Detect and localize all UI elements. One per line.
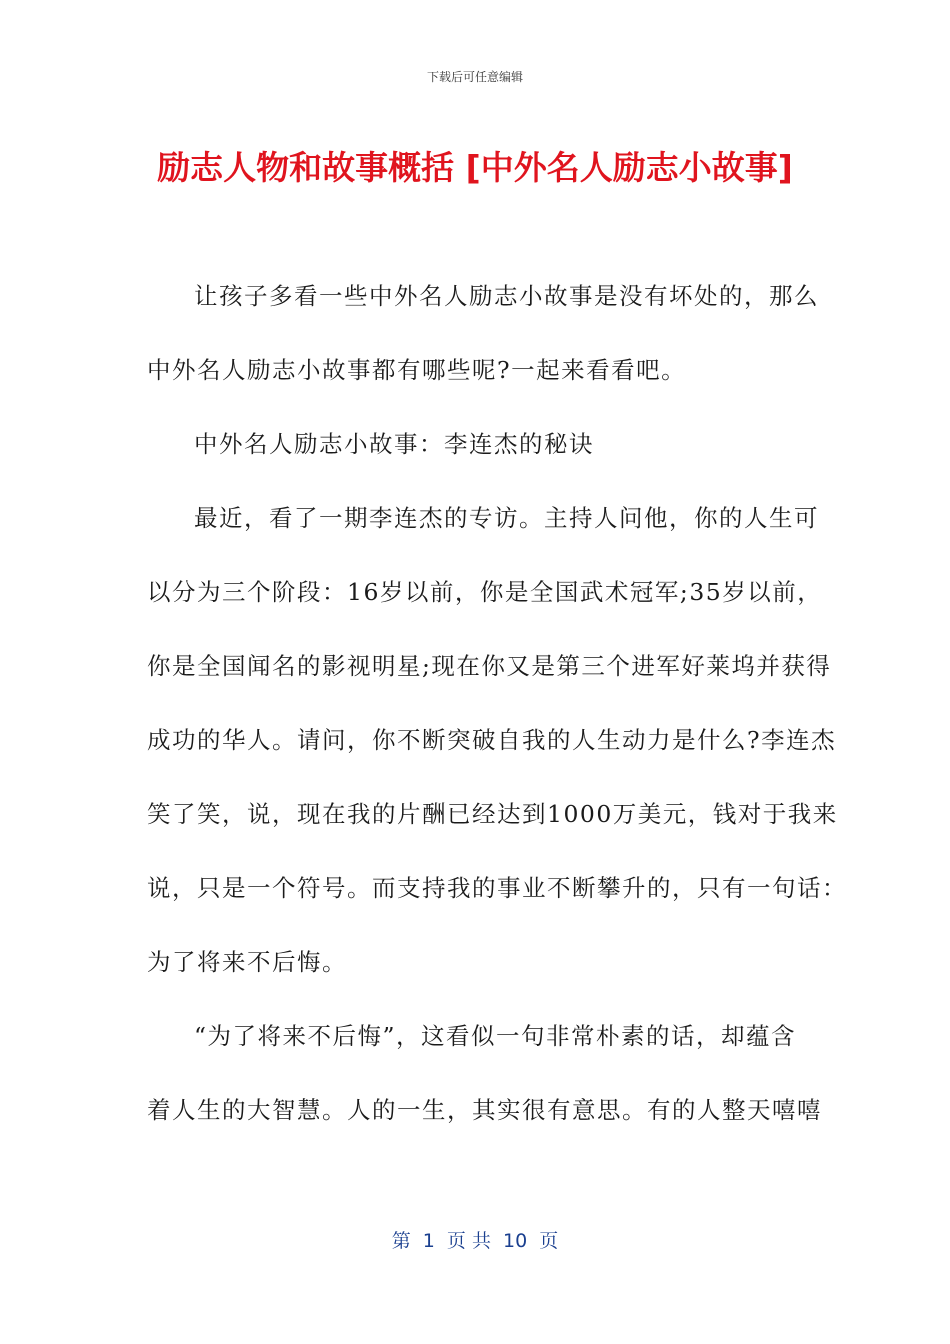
paragraph-line: 中外名人励志小故事都有哪些呢?一起来看看吧。 (147, 356, 687, 384)
paragraph-line: 成功的华人。请问，你不断突破自我的人生动力是什么?李连杰 (147, 726, 837, 754)
page-number-footer: 第 1 页 共 10 页 (391, 1230, 559, 1252)
paragraph-line: 说，只是一个符号。而支持我的事业不断攀升的，只有一句话： (147, 874, 847, 902)
paragraph-line: 笑了笑，说，现在我的片酬已经达到1000万美元，钱对于我来 (147, 800, 838, 828)
paragraph-line: 你是全国闻名的影视明星;现在你又是第三个进军好莱坞并获得 (147, 652, 832, 680)
paragraph-line: 着人生的大智慧。人的一生，其实很有意思。有的人整天嘻嘻 (147, 1096, 822, 1124)
document-body (147, 272, 847, 1160)
paragraph-line: 为了将来不后悔。 (147, 948, 347, 976)
paragraph-line: 最近，看了一期李连杰的专访。主持人问他，你的人生可 (194, 504, 819, 532)
paragraph-line: 让孩子多看一些中外名人励志小故事是没有坏处的，那么 (194, 282, 819, 310)
document-title: 励志人物和故事概括 [中外名人励志小故事] (157, 148, 793, 187)
header-note: 下载后可任意编辑 (426, 70, 523, 84)
section-heading: 中外名人励志小故事：李连杰的秘诀 (194, 430, 594, 458)
paragraph-line: “为了将来不后悔”，这看似一句非常朴素的话，却蕴含 (194, 1022, 797, 1050)
paragraph-line: 以分为三个阶段：16岁以前，你是全国武术冠军;35岁以前， (147, 578, 823, 606)
